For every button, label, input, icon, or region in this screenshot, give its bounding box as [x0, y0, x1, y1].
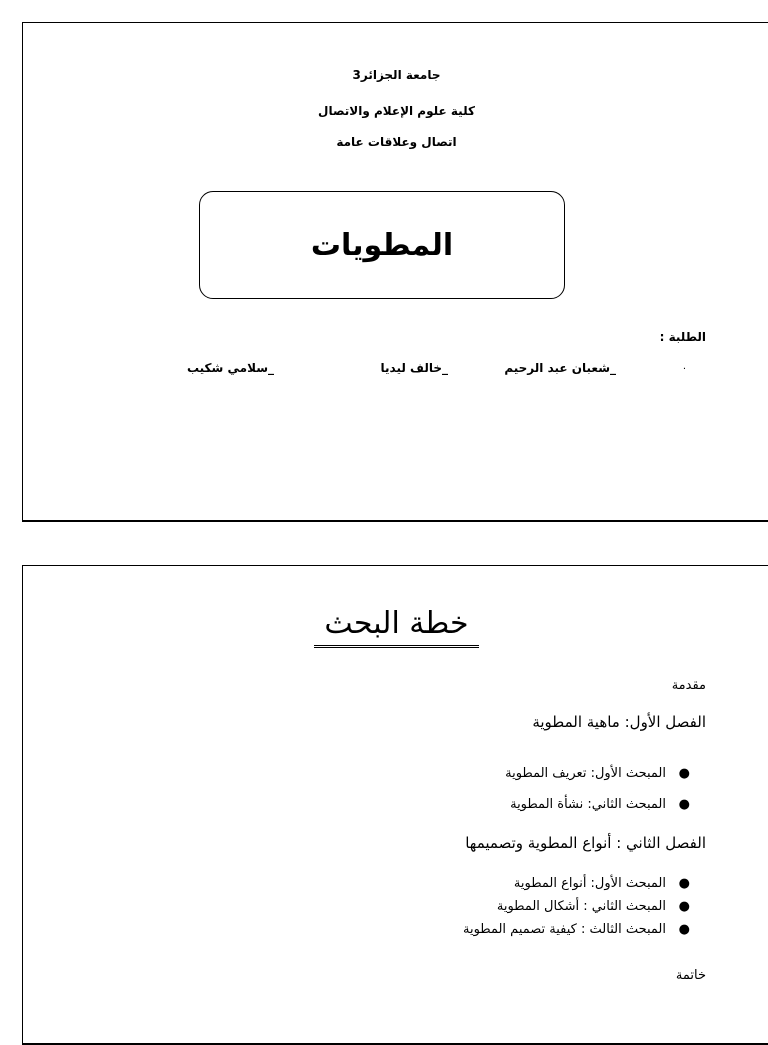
- department-name: اتصال وعلاقات عامة: [336, 135, 457, 149]
- student-name-3: _سلامي شكيب: [186, 361, 274, 375]
- conclusion-line: خاتمة: [675, 968, 706, 983]
- student-name-2: _خالف ليديا: [380, 361, 448, 375]
- faculty-name: كلية علوم الإعلام والاتصال: [318, 104, 475, 118]
- plan-title: خطة البحث: [23, 606, 768, 648]
- bullet-icon: ●: [678, 899, 690, 914]
- bullet-icon: ●: [678, 876, 690, 891]
- chapter-1-heading: الفصل الأول: ماهية المطوية: [532, 713, 706, 731]
- list-item: ● المبحث الثالث : كيفية تصميم المطوية: [463, 918, 706, 941]
- chapter-2-sections: [463, 872, 706, 941]
- list-dot: .: [682, 361, 686, 372]
- list-item: ● المبحث الأول: أنواع المطوية: [463, 872, 706, 895]
- bullet-icon: ●: [678, 797, 690, 812]
- list-item: ● المبحث الأول: تعريف المطوية: [505, 758, 706, 789]
- bullet-icon: ●: [678, 922, 690, 937]
- document-title: المطويات: [310, 227, 454, 263]
- intro-line: مقدمة: [671, 678, 706, 693]
- university-name: جامعة الجزائر3: [352, 68, 441, 82]
- chapter-2-heading: الفصل الثاني : أنواع المطوية وتصميمها: [465, 834, 706, 852]
- student-name-1: _شعبان عبد الرحيم: [504, 361, 616, 375]
- chapter-1-sections: [505, 758, 706, 820]
- cover-page: [22, 22, 768, 522]
- list-item: ● المبحث الثاني : أشكال المطوية: [463, 895, 706, 918]
- students-label: الطلبة :: [659, 330, 706, 344]
- bullet-icon: ●: [678, 766, 690, 781]
- list-item: ● المبحث الثاني: نشأة المطوية: [505, 789, 706, 820]
- plan-page: [22, 565, 768, 1045]
- title-box: [199, 191, 565, 299]
